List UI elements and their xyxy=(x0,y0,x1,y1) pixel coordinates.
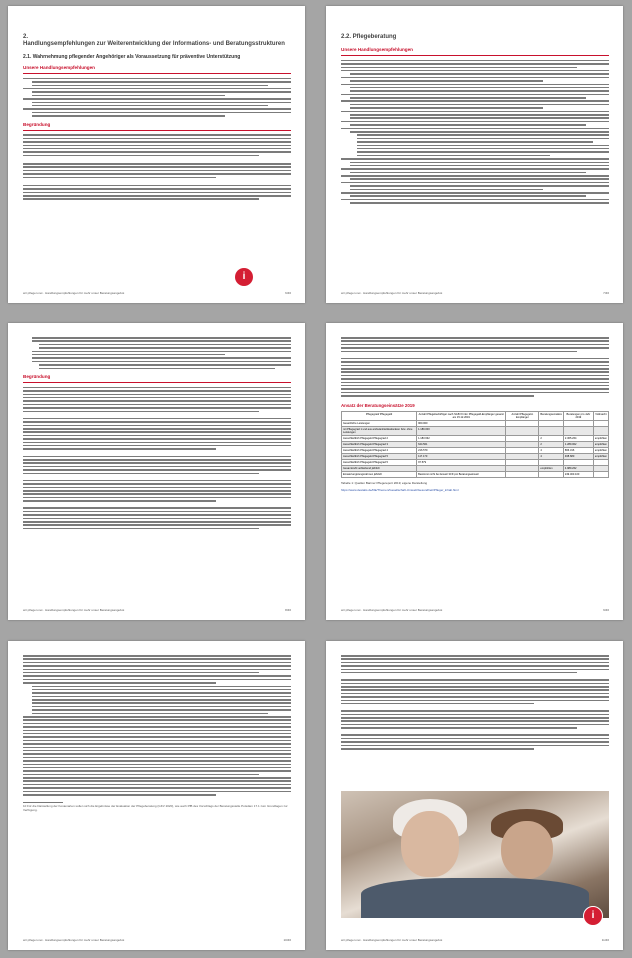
section-heading: 2.2. Pflegeberatung xyxy=(341,34,397,40)
table-cell: Ausschließlich Pflegegeld Pflegegrad 4 xyxy=(342,447,417,453)
table-cell: empfohlen xyxy=(594,442,607,446)
section-heading: 2.1. Wahrnehmung pflegender Angehöriger als Voraussetzung für präventive Unterstützung xyxy=(23,54,241,60)
page-number: 7/46 xyxy=(603,291,609,295)
page-footer: wir pflegen.net · Handlungsempfehlungen für mehr unser Beratungsangebot 11/46 xyxy=(341,938,609,942)
table-cell xyxy=(506,426,539,435)
table-cell: 4 xyxy=(539,447,564,453)
table-cell: 2.365.264 xyxy=(563,435,593,441)
consultation-table xyxy=(341,411,609,478)
page-footer: wir pflegen.net · Handlungsempfehlungen für mehr unser Beratungsangebot 9/46 xyxy=(341,608,609,612)
page-number: 8/46 xyxy=(285,608,291,612)
logo-icon: i xyxy=(583,906,603,926)
elderly-couple-photo xyxy=(341,791,609,918)
table-cell: 216.579 xyxy=(417,447,506,453)
table-cell: Ausschließlich Pflegegeld Pflegegrad 5 xyxy=(342,459,417,465)
table-cell: Ausschließlich Pflegegeld Pflegegrad 3 xyxy=(342,441,417,447)
table-cell: 1.183.632 xyxy=(417,435,506,441)
table-cell: 960.000 xyxy=(417,420,506,426)
table-cell: 1.289.002 xyxy=(563,441,593,447)
table-cell: 4 xyxy=(539,453,564,459)
body-text xyxy=(23,134,291,200)
table-cell: empfohlen xyxy=(539,465,564,471)
table-cell: 117.170 xyxy=(417,453,506,459)
table-cell: 249.463.100 xyxy=(563,471,593,477)
body-text xyxy=(341,655,609,750)
document-page-5 xyxy=(8,641,305,950)
table-header: Anzahl Pflegegeld-Empfänger xyxy=(506,411,539,420)
page-footer: wir pflegen.net · Handlungsempfehlungen für mehr unser Beratungsangebot 10/46 xyxy=(23,938,291,942)
table-cell: empfohlen xyxy=(594,436,607,440)
table-caption: Tabelle 1: Quellen Barmer Pflegereport 2019; eigene Darstellung xyxy=(341,480,428,485)
heading-rule xyxy=(23,73,291,74)
footnote: 10 Für die Darstellung der Kostenarten sollen sich die Ergebnisse der Evaluation der Pflegeberatung (GKV 2020), wie auch PfB des Vorschlags der Beratungsstelle Potsdam 17.1 zum Grundlagen zur Verfügung. xyxy=(23,804,288,813)
page-footer: wir pflegen.net · Handlungsempfehlungen für mehr unser Beratungsangebot 6/46 xyxy=(23,291,291,295)
table-cell: Gesetzliche Leistungen xyxy=(342,420,417,426)
document-page-4 xyxy=(326,323,623,620)
recommendations-heading: Unsere Handlungsempfehlungen xyxy=(23,65,95,70)
document-page-2 xyxy=(326,6,623,303)
table-cell: 468.680 xyxy=(563,453,593,459)
document-page-6 xyxy=(326,641,623,950)
table-title: Ansatz der Beratungseinsätze 2019 xyxy=(341,402,415,408)
table-header: Pflegegrad/ Pflegegeld xyxy=(342,411,417,420)
table-row xyxy=(342,471,609,477)
recommendations-heading: Unsere Handlungsempfehlungen xyxy=(341,47,413,52)
table-cell: 866.316 xyxy=(563,447,593,453)
table-cell: 2 xyxy=(539,441,564,447)
page-footer: wir pflegen.net · Handlungsempfehlungen für mehr unser Beratungsangebot 7/46 xyxy=(341,291,609,295)
table-cell xyxy=(506,471,539,477)
table-cell: Gesamtzahl verbleibend jährlich xyxy=(342,465,417,471)
recommendations-list xyxy=(341,60,609,204)
table-cell xyxy=(593,471,608,477)
table-header: Beratungseinsätze xyxy=(539,411,564,420)
table-cell: Einsatzvergütungsrahmen jährlich xyxy=(342,471,417,477)
table-cell: Bestimmt nicht bei Ansatz 30 € pro Beratungseinsatz xyxy=(417,471,506,477)
table-cell: empfohlen xyxy=(594,454,607,458)
table-cell: 644.501 xyxy=(417,441,506,447)
table-cell xyxy=(593,426,608,435)
table-cell: 2 xyxy=(539,435,564,441)
table-cell xyxy=(563,426,593,435)
body-text xyxy=(341,337,609,397)
table-header: Anzahl Pflegebedürftiger nach SGB XI inkl. Pflegegeld-Empfänger gesamt am 15.12.2019 xyxy=(418,412,504,419)
page-number: 10/46 xyxy=(283,938,291,942)
logo-icon: i xyxy=(235,268,253,286)
table-cell: empfohlen xyxy=(594,448,607,452)
document-page-3 xyxy=(8,323,305,620)
table-cell: 4.989.262 xyxy=(563,465,593,471)
chapter-heading: 2. Handlungsempfehlungen zur Weiterentwicklung der Informations- und Beratungsstrukturen xyxy=(23,34,285,47)
recommendations-list xyxy=(23,78,291,117)
reason-heading: Begründung xyxy=(23,121,51,127)
reason-heading: Begründung xyxy=(23,374,51,380)
page-number: 6/46 xyxy=(285,291,291,295)
document-page-1 xyxy=(8,6,305,303)
table-cell: Ausschließlich Pflegegeld Pflegegrad 5 xyxy=(342,453,417,459)
page-footer: wir pflegen.net · Handlungsempfehlungen für mehr unser Beratungsangebot 8/46 xyxy=(23,608,291,612)
body-text xyxy=(23,655,291,796)
source-link[interactable]: https://www.destatis.de/DE/Themen/Gesellschaft-Umwelt/Gesundheit/Pflege/_inhalt.html xyxy=(341,487,459,492)
table-cell: Ausschließlich Pflegegeld Pflegegrad 2 xyxy=(342,435,417,441)
table-cell: 97.579 xyxy=(417,459,506,465)
table-header: Beratungen pro Jahr 2019 xyxy=(563,411,593,420)
table-cell: 1.189.000 xyxy=(417,426,506,435)
list-continuation xyxy=(23,337,291,369)
page-number: 11/46 xyxy=(601,938,609,942)
table-cell: mit Pflegegrad 1 und aus ambulant/teilstationären bzw. ohne Leistungen xyxy=(342,426,417,435)
body-text xyxy=(23,387,291,530)
page-number: 9/46 xyxy=(603,608,609,612)
table-header: Vollmacht xyxy=(593,411,608,420)
table-cell xyxy=(539,471,564,477)
table-cell xyxy=(539,426,564,435)
table-row xyxy=(342,426,609,435)
